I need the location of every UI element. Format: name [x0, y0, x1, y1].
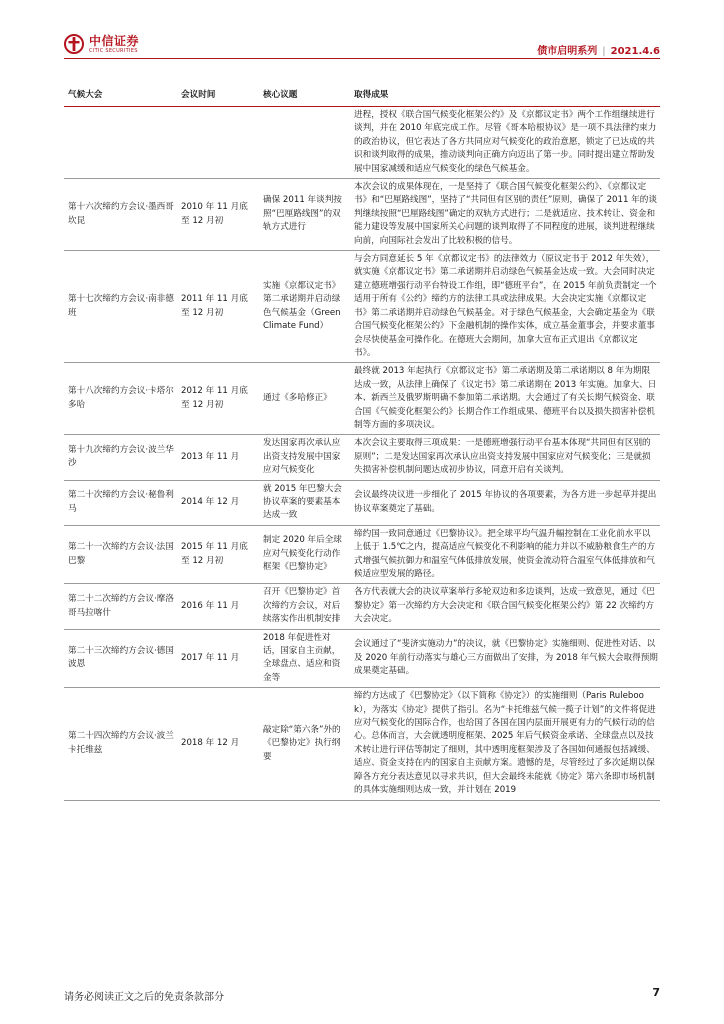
time-cell [177, 107, 259, 179]
topic-cell: 就 2015 年巴黎大会协议草案的要素基本达成一致 [259, 480, 350, 525]
time-cell: 2013 年 11 月 [177, 435, 259, 480]
conference-cell: 第十六次缔约方会议·墨西哥坎昆 [64, 179, 177, 251]
achievement-cell: 缔约国一致同意通过《巴黎协议》。把全球平均气温升幅控制在工业化前水平以上低于 1.5℃之内，提高适应气候变化不利影响的能力并以不威胁粮食生产的方式增强气候抗御力和温室气体低排放发展，使资金流动符合温室气体低排放和气候适应型发展的路径。 [350, 525, 660, 584]
column-header-topic: 核心议题 [259, 86, 350, 107]
column-header-time: 会议时间 [177, 86, 259, 107]
table-row [64, 688, 660, 800]
achievement-cell: 会议最终决议进一步细化了 2015 年协议的各项要素，为各方进一步起草并提出协议草案奠定了基础。 [350, 480, 660, 525]
time-cell: 2010 年 11 月底至 12 月初 [177, 179, 259, 251]
conference-cell: 第二十三次缔约方会议·德国波恩 [64, 629, 177, 688]
table-row [64, 525, 660, 584]
table-row [64, 584, 660, 629]
disclaimer-note: 请务必阅读正文之后的免责条款部分 [64, 992, 224, 1003]
conference-cell: 第十九次缔约方会议·波兰华沙 [64, 435, 177, 480]
series-name: 债市启明系列 [537, 46, 598, 57]
page-header [0, 0, 724, 64]
achievement-cell: 进程，授权《联合国气候变化框架公约》及《京都议定书》两个工作组继续进行谈判，并在 2010 年底完成工作。尽管《哥本哈根协议》是一项不具法律约束力的政治协议，但它表达了各方共同应对气候变化的政治意愿，锁定了已达成的共识和谈判取得的成果，推动谈判向正确方向迈出了第一步。同时提出建立帮助发展中国家减缓和适应气候变化的绿色气候基金。 [350, 107, 660, 179]
table-row [64, 107, 660, 179]
brand-logo [64, 34, 139, 54]
achievement-cell: 本次会议的成果体现在，一是坚持了《联合国气候变化框架公约》、《京都议定书》和“巴厘路线图”，坚持了“共同但有区别的责任”原则，确保了 2011 年的谈判继续按照“巴厘路线图”确定的双轨方式进行；二是就适应、技术转让、资金和能力建设等发展中国家所关心问题的谈判取得了不同程度的进展，谈判进程继续向前，向国际社会发出了比较积极的信号。 [350, 179, 660, 251]
topic-cell: 召开《巴黎协定》首次缔约方会议，对后续落实作出机制安排 [259, 584, 350, 629]
time-cell: 2014 年 12 月 [177, 480, 259, 525]
conference-cell: 第二十二次缔约方会议·摩洛哥马拉喀什 [64, 584, 177, 629]
page-number: 7 [652, 986, 660, 999]
time-cell: 2017 年 11 月 [177, 629, 259, 688]
topic-cell: 2018 年促进性对话，国家自主贡献，全球盘点、适应和资金等 [259, 629, 350, 688]
achievement-cell: 各方代表就大会的决议草案举行多轮双边和多边谈判，达成一致意见，通过《巴黎协定》第一次缔约方大会决定和《联合国气候变化框架公约》第 22 次缔约方大会决定。 [350, 584, 660, 629]
table-row [64, 480, 660, 525]
topic-cell: 通过《多哈修正》 [259, 363, 350, 435]
conference-cell: 第十八次缔约方会议·卡塔尔多哈 [64, 363, 177, 435]
topic-cell: 制定 2020 年后全球应对气候变化行动作框架《巴黎协定》 [259, 525, 350, 584]
table-row [64, 629, 660, 688]
time-cell: 2011 年 11 月底至 12 月初 [177, 251, 259, 363]
brand-name-en: CITIC SECURITIES [89, 47, 138, 54]
topic-cell: 确保 2011 年谈判按照“巴厘路线图”的双轨方式进行 [259, 179, 350, 251]
topic-cell: 发达国家再次承认应出资支持发展中国家应对气候变化 [259, 435, 350, 480]
conference-cell: 第十七次缔约方会议·南非德班 [64, 251, 177, 363]
time-cell: 2016 年 11 月 [177, 584, 259, 629]
table-row [64, 251, 660, 363]
achievement-cell: 最终就 2013 年起执行《京都议定书》第二承诺期及第二承诺期以 8 年为期限达成一致，从法律上确保了《议定书》第二承诺期在 2013 年实施。加拿大、日本、新西兰及俄罗斯明确不参加第二承诺期。大会通过了有关长期气候资金、联合国《气候变化框架公约》长期合作工作组成果、德班平台以及损失损害补偿机制等方面的多项决议。 [350, 363, 660, 435]
header-divider [64, 58, 660, 59]
column-header-conference: 气候大会 [64, 86, 177, 107]
achievement-cell: 本次会议主要取得三项成果：一是德班增强行动平台基本体现“共同但有区别的原则”；二是发达国家再次承认应出资支持发展中国家应对气候变化；三是就损失损害补偿机制问题达成初步协议，同意开启有关谈判。 [350, 435, 660, 480]
time-cell: 2018 年 12 月 [177, 688, 259, 800]
climate-conference-table [64, 86, 660, 801]
conference-cell [64, 107, 177, 179]
table-row [64, 363, 660, 435]
topic-cell: 实施《京都议定书》第二承诺期并启动绿色气候基金（Green Climate Fund） [259, 251, 350, 363]
achievement-cell: 缔约方达成了《巴黎协定》（以下简称《协定》）的实施细则（Paris Rulebook），为落实《协定》提供了指引。名为“卡托维兹气候一揽子计划”的文件将促进应对气候变化的国际合作，也给国了各国在国内层面开展更有力的气候行动的信心。总体而言，大会就透明度框架、2025 年后气候资金承诺、全球盘点以及技术转让进行评估等制定了细则，其中透明度框架涉及了各国如何通报包括减缓、适应、资金支持在内的国家自主贡献方案。遗憾的是，尽管经过了多次延期以保障各方充分表达意见以寻求共识，但大会最终未能就《协定》第六条即市场机制的具体实施细则达成一致，并计划在 2019 [350, 688, 660, 800]
brand-name-cn: 中信证券 [89, 33, 140, 48]
report-series: 债市启明系列 | 2021.4.6 [537, 46, 660, 57]
column-header-achievement: 取得成果 [350, 86, 660, 107]
topic-cell [259, 107, 350, 179]
time-cell: 2015 年 11 月底至 12 月初 [177, 525, 259, 584]
report-date: 2021.4.6 [610, 46, 660, 57]
achievement-cell: 会议通过了“斐济实施动力”的决议，就《巴黎协定》实施细则、促进性对话、以及 2020 年前行动落实与雄心三方面做出了安排，为 2018 年气候大会取得预期成果奠定基础。 [350, 629, 660, 688]
achievement-cell: 与会方同意延长 5 年《京都议定书》的法律效力（原议定书于 2012 年失效），就实施《京都议定书》第二承诺期并启动绿色气候基金达成一致。大会同时决定建立德班增强行动平台特设工作组，即“德班平台”，在 2015 年前负责制定一个适用于所有《公约》缔约方的法律工具或法律成果。大会决定实施《京都议定书》第二承诺期并启动绿色气候基金。对于绿色气候基金，大会确定基金为《联合国气候变化框架公约》下金融机制的操作实体，成立基金董事会，并要求董事会尽快使基金可操作化。在德班大会期间，加拿大宣布正式退出《京都议定书》。 [350, 251, 660, 363]
citic-logo-icon [64, 34, 84, 54]
table-row [64, 179, 660, 251]
topic-cell: 敲定除“第六条”外的《巴黎协定》执行纲要 [259, 688, 350, 800]
table-header-row [64, 86, 660, 107]
conference-cell: 第二十次缔约方会议·秘鲁利马 [64, 480, 177, 525]
time-cell: 2012 年 11 月底至 12 月初 [177, 363, 259, 435]
conference-cell: 第二十四次缔约方会议·波兰卡托维兹 [64, 688, 177, 800]
conference-cell: 第二十一次缔约方会议·法国巴黎 [64, 525, 177, 584]
table-row [64, 435, 660, 480]
